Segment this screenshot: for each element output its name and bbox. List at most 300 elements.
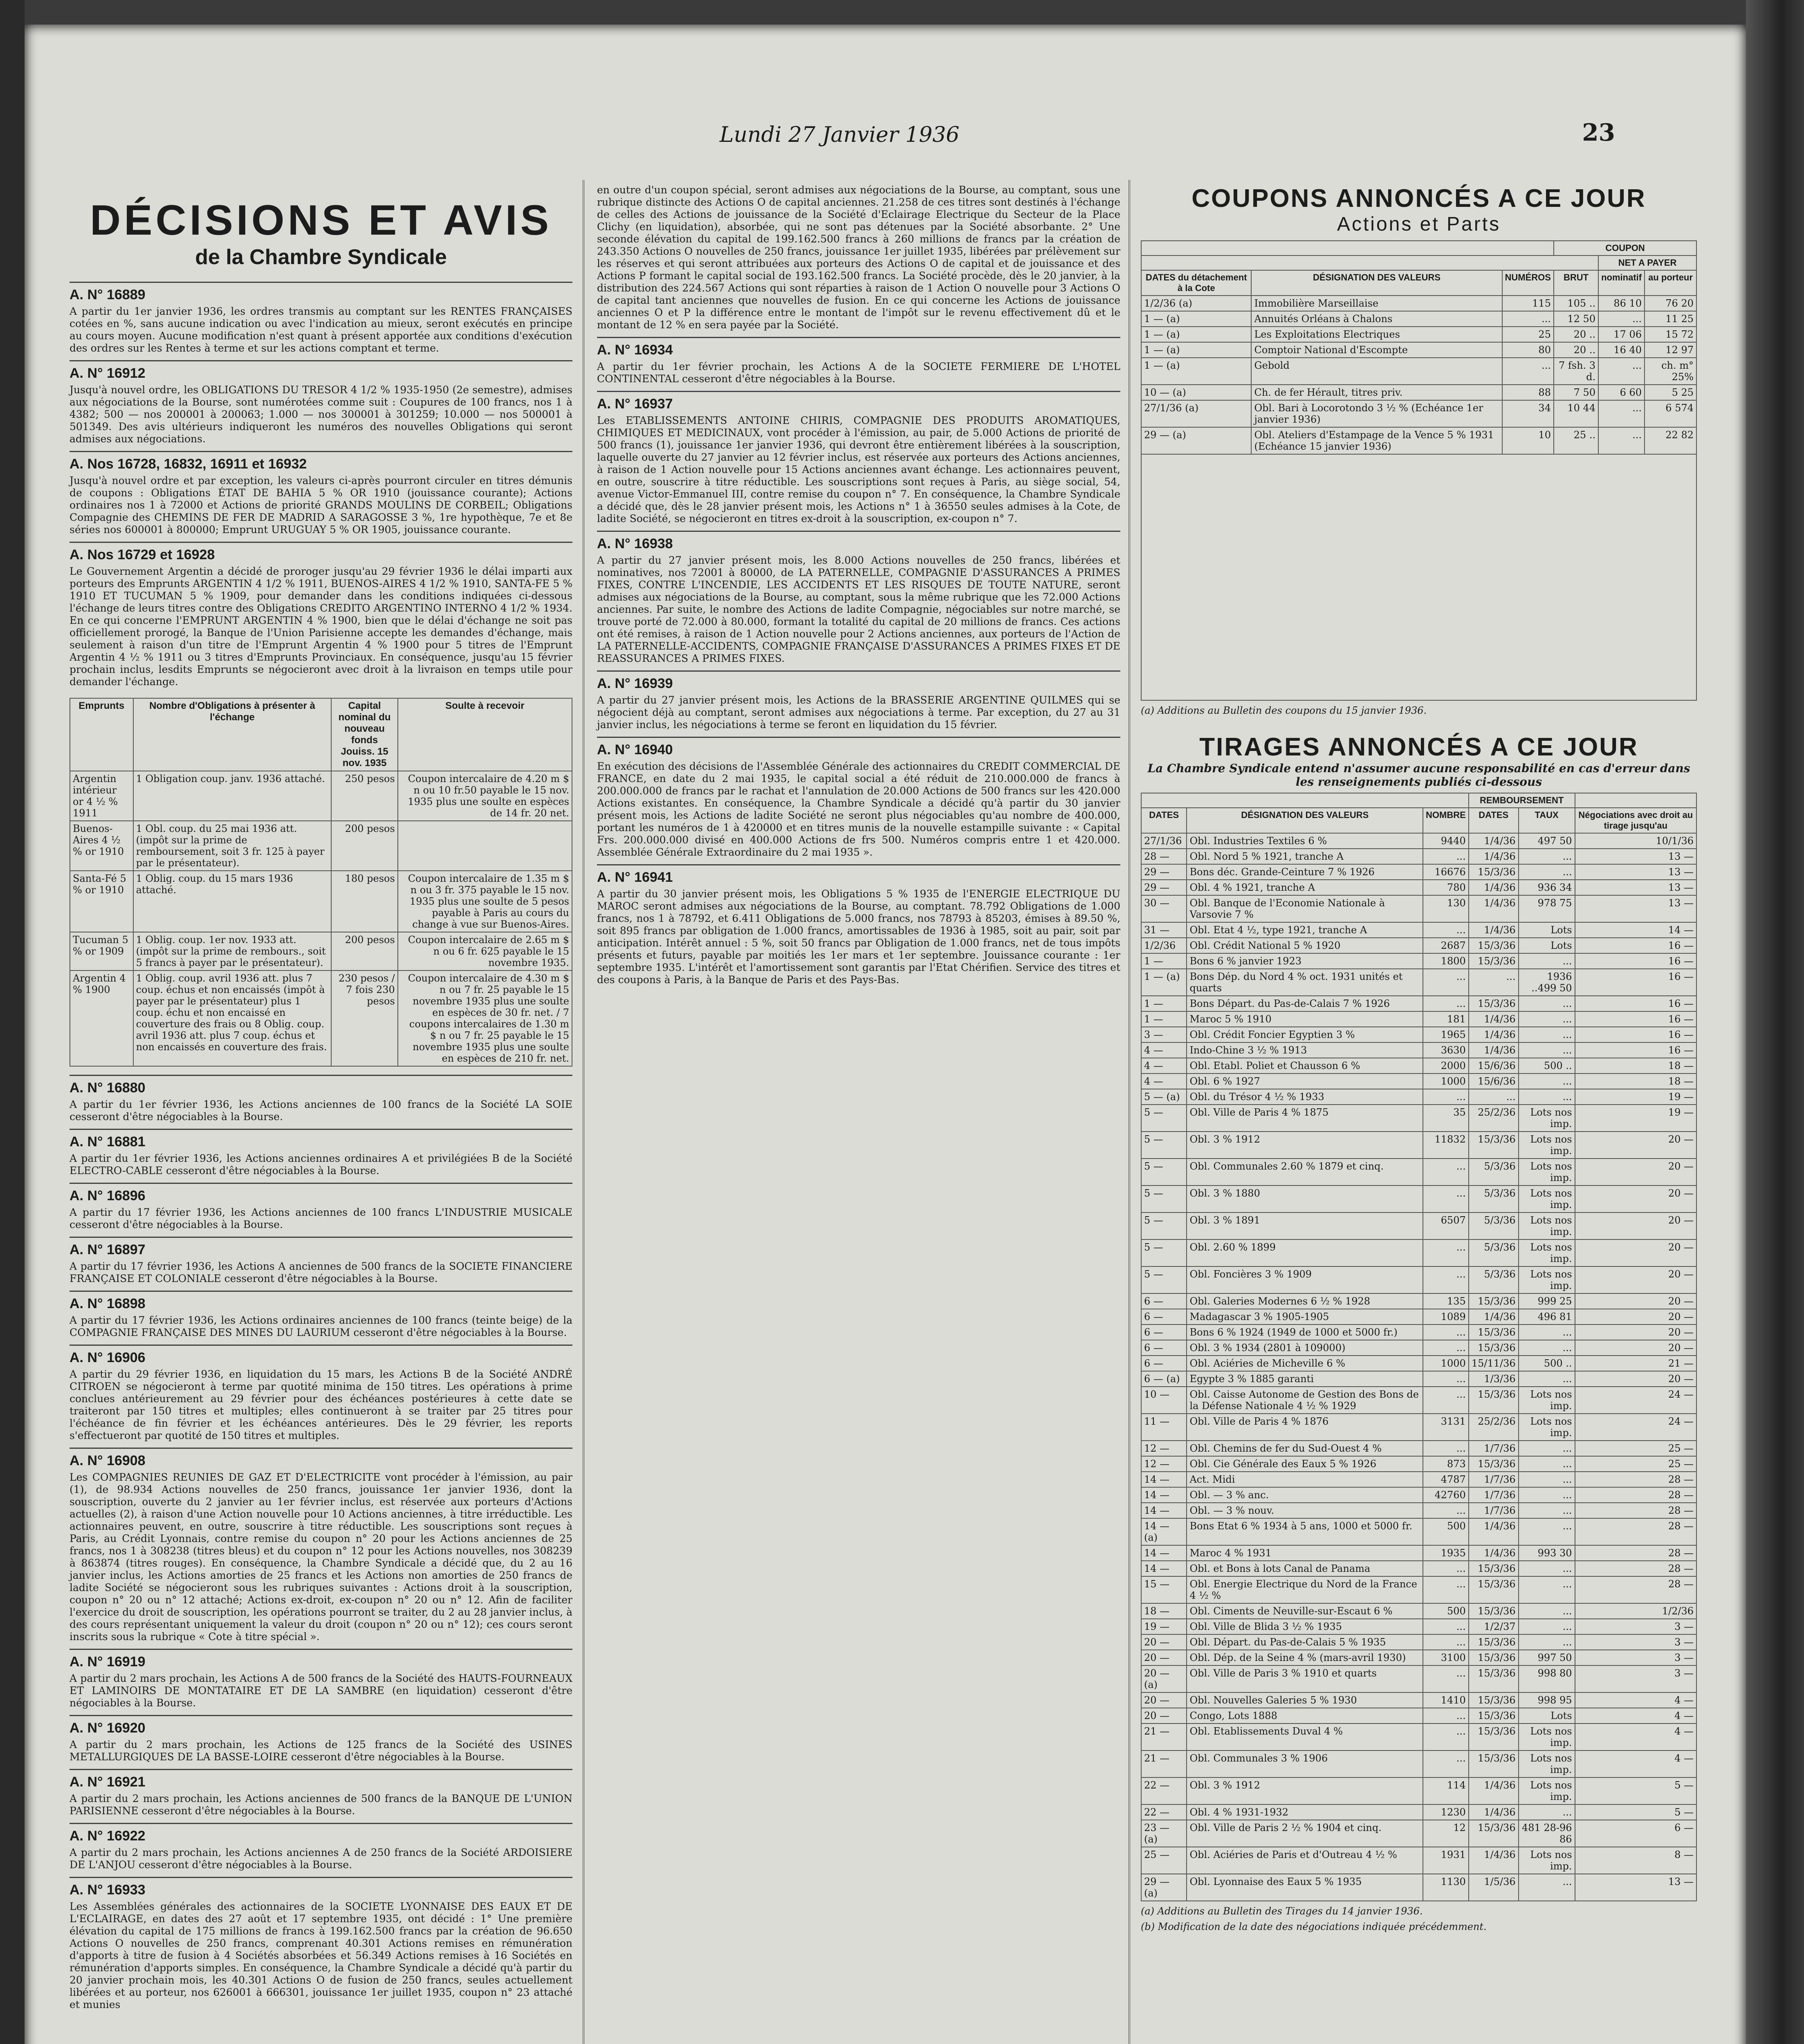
notice-number: A. N° 16939 [597, 676, 673, 691]
table-cell: 1/7/36 [1469, 1503, 1519, 1518]
table-cell: 15/3/36 [1469, 864, 1519, 880]
table-row [70, 970, 572, 1066]
table-cell: Gebold [1251, 358, 1502, 385]
column-header: NOMBRE [1423, 808, 1469, 833]
table-cell: 500 [1423, 1518, 1469, 1545]
table-cell: 1/4/36 [1469, 1804, 1519, 1820]
table-cell: 1/2/36 [1141, 938, 1187, 953]
table-cell: ... [1423, 1724, 1469, 1750]
table-cell: 5/3/36 [1469, 1213, 1519, 1239]
table-cell: ... [1598, 358, 1645, 385]
notice-text: Jusqu'à nouvel ordre et par exception, les valeurs ci-après pourront circuler en titres démunis de coupons : Obligations ÉTAT DE BAHIA 5 % OR 1910 (jouissance courante); Actions ordinaires nos 1 à 72000 et Actions de priorité GRANDS MOULINS DE CORBEIL; Obligations Compagnie des CHEMINS DE FER DE MADRID A SARAGOSSE 3 %, 1re hypothèque, 7e et 8e séries nos 600001 à 800000; Emprunt URUGUAY 5 % OR 1905, jouissance courante. [70, 475, 572, 536]
table-cell: 29 — [1141, 880, 1187, 895]
table-cell: Obl. 3 % 1934 (2801 à 109000) [1187, 1340, 1423, 1356]
page-header [25, 119, 1746, 155]
column-header: Capital nominal du nouveau fonds Jouiss. 15 nov. 1935 [331, 698, 397, 771]
table-cell: 28 — [1575, 1545, 1696, 1561]
table-cell: Obl. Communales 2.60 % 1879 et cinq. [1187, 1159, 1423, 1186]
table-row [1141, 427, 1696, 454]
table-cell: Obl. Ciments de Neuville-sur-Escaut 6 % [1187, 1603, 1423, 1619]
notice [70, 1448, 572, 1649]
table-cell: 16 — [1575, 938, 1696, 953]
table-cell: 20 — [1575, 1266, 1696, 1293]
notice-text: Les COMPAGNIES REUNIES DE GAZ ET D'ELECTRICITE vont procéder à l'émission, au pair (1), de 98.934 Actions nouvelles de 250 francs, jouissance 1er janvier 1936, dont la souscription, ouverte du 2 janvier au 1er février inclus, est réservée aux porteurs d'Actions actuelles (2), à raison d'une Action nouvelle pour 10 Actions anciennes, à titre irréductible. Les actionnaires peuvent, en outre, souscrire à titre réductible. Les souscriptions sont reçues à Paris, au Crédit Lyonnais, contre remise du coupon n° 20 pour les Actions anciennes de 25 francs, nos 1 à 308238 (titres bleus) et du coupon n° 12 pour les Actions nouvelles, nos 308239 à 863874 (titres rouges). En conséquence, la Chambre Syndicale a décidé que, du 2 au 16 janvier inclus, les Actions amorties de 25 francs et les Actions non amorties de 250 francs de ladite Société se négocieront sous les rubriques suivantes : Actions droit à la souscription, coupon n° 20 ou n° 12 attaché; Actions ex-droit, ex-coupon n° 20 ou n° 12. Afin de faciliter l'exercice du droit de souscription, les opérations pourront se traiter, du 2 au 28 janvier inclus, à des cours représentant uniquement la valeur du droit (coupon n° 20 ou n° 12); ces cours seront inscrits sous la rubrique « Cote à titre spécial ». [70, 1471, 572, 1643]
notice-text: A partir du 2 mars prochain, les Actions de 125 francs de la Société des USINES METALLURGIQUES DE LA BASSE-LOIRE cesseront d'être négociables à la Bourse. [70, 1739, 572, 1763]
table-cell: Coupon intercalaire de 1.35 m $ n ou 3 fr. 375 payable le 15 nov. 1935 plus une soulte de 5 pesos payable à Paris au cours du change à vue sur Buenos-Aires. [398, 871, 572, 932]
table-cell: 12 97 [1645, 342, 1696, 358]
table-row [1141, 1186, 1696, 1213]
table-cell: Obl. 4 % 1921, tranche A [1187, 880, 1423, 895]
table-cell: 11 — [1141, 1414, 1187, 1441]
table-cell: 29 — [1141, 864, 1187, 880]
table-cell: ... [1598, 427, 1645, 454]
left-page-edge [0, 0, 25, 2044]
table-row [1141, 1132, 1696, 1159]
table-cell: ... [1423, 1634, 1469, 1650]
table-row [70, 821, 572, 871]
table-cell: Lots nos imp. [1519, 1105, 1575, 1132]
table-row [1141, 1293, 1696, 1309]
table-cell: 1/4/36 [1469, 1777, 1519, 1804]
table-cell: 15/3/36 [1469, 1340, 1519, 1356]
table-cell: 11 25 [1645, 311, 1696, 327]
table-cell: Obl. Cie Générale des Eaux 5 % 1926 [1187, 1456, 1423, 1472]
table-cell: Buenos-Aires 4 ½ % or 1910 [70, 821, 133, 871]
notice [70, 1823, 572, 1877]
table-cell: 29 — (a) [1141, 1874, 1187, 1901]
table-cell: 180 pesos [331, 871, 397, 932]
table-row [1141, 1724, 1696, 1750]
table-cell: 4 — [1141, 1074, 1187, 1089]
right-column [1141, 180, 1697, 1936]
table-cell: 481 28-96 86 [1519, 1820, 1575, 1847]
table-row [1141, 1266, 1696, 1293]
table-cell: 3100 [1423, 1650, 1469, 1665]
table-cell: 30 — [1141, 895, 1187, 922]
table-cell: 14 — [1141, 1487, 1187, 1503]
table-cell: 86 10 [1598, 296, 1645, 311]
coupon-group-header: COUPON [1554, 241, 1696, 256]
column-header: DATES du détachement à la Cote [1141, 270, 1251, 296]
table-cell: Obl. Industries Textiles 6 % [1187, 833, 1423, 849]
table-cell: 20 .. [1554, 342, 1598, 358]
table-cell: 5 — [1141, 1105, 1187, 1132]
exchange-table [70, 698, 572, 1067]
table-cell: Bons Départ. du Pas-de-Calais 7 % 1926 [1187, 996, 1423, 1011]
table-cell: 15/3/36 [1469, 1325, 1519, 1340]
table-cell: 1 Oblig. coup. avril 1936 att. plus 7 coup. échus et non encaissés (impôt à payer par le présentateur) plus 1 coup. échu et non encaissé en couverture des frais ou 8 Oblig. coup. avril 1936 att. plus 7 coup. échus et non encaissés en couverture des frais. [133, 970, 332, 1066]
header-spacer [1141, 793, 1469, 808]
notice-text: Les Assemblées générales des actionnaires de la SOCIETE LYONNAISE DES EAUX ET DE L'ECLAIRAGE, en dates des 27 août et 17 septembre 1935, ont décidé : 1° Une première élévation du capital de 175 millions de francs à 199.162.500 francs par la création de 96.650 Actions O nouvelles de 250 francs, comprenant 40.301 Actions remises en rémunération d'apports à titre de fusion à 4 Sociétés absorbées et 56.349 Actions remises à 16 Sociétés en rémunération d'apports simples. En conséquence, la Chambre Syndicale a décidé qu'à partir du 20 janvier prochain mois, les 40.301 Actions O de fusion de 250 francs, seules actuellement libérées et au porteur, nos 626001 à 666301, jouissance 1er juillet 1935, coupon n° 23 attaché et munies [70, 1901, 572, 2010]
table-cell: 4 — [1141, 1042, 1187, 1058]
table-cell: 5 — [1141, 1213, 1187, 1239]
table-cell: 1 — [1141, 953, 1187, 969]
table-cell: Obl. Ville de Paris 4 % 1875 [1187, 1105, 1423, 1132]
table-cell: 1/2/37 [1469, 1619, 1519, 1634]
notice-number: A. N° 16920 [70, 1720, 146, 1736]
table-cell: 15/3/36 [1469, 1456, 1519, 1472]
table-cell: 31 — [1141, 922, 1187, 938]
table-cell: 200 pesos [331, 821, 397, 871]
table-cell: Obl. Ateliers d'Estampage de la Vence 5 % 1931 (Echéance 15 janvier 1936) [1251, 427, 1502, 454]
table-cell: 28 — [1141, 849, 1187, 864]
table-cell: Ch. de fer Hérault, titres priv. [1251, 385, 1502, 400]
table-row [1141, 849, 1696, 864]
notice-text: A partir du 1er février 1936, les Actions anciennes de 100 francs de la Société LA SOIE cesseront d'être négociables à la Bourse. [70, 1098, 572, 1123]
notice [70, 1237, 572, 1291]
table-cell: 35 [1423, 1105, 1469, 1132]
table-cell: ... [1519, 1340, 1575, 1356]
table-cell: Lots [1519, 938, 1575, 953]
table-cell: Obl. Ville de Blida 3 ½ % 1935 [1187, 1619, 1423, 1634]
table-cell: 1936 ..499 50 [1519, 969, 1575, 996]
table-cell: Lots nos imp. [1519, 1777, 1575, 1804]
tirages-table [1141, 793, 1697, 1901]
left-column [70, 180, 572, 2017]
table-cell: 1089 [1423, 1309, 1469, 1325]
table-cell: 873 [1423, 1456, 1469, 1472]
table-cell: ... [1519, 1074, 1575, 1089]
table-cell: Lots nos imp. [1519, 1159, 1575, 1186]
table-cell: 135 [1423, 1293, 1469, 1309]
table-cell: ... [1423, 1340, 1469, 1356]
table-cell: ... [1519, 864, 1575, 880]
table-cell: 28 — [1575, 1576, 1696, 1603]
table-cell: 1/4/36 [1469, 1847, 1519, 1874]
table-cell: 1931 [1423, 1847, 1469, 1874]
notice-text: A partir du 2 mars prochain, les Actions anciennes de 500 francs de la BANQUE DE L'UNION PARISIENNE cesseront d'être négociables à la Bourse. [70, 1793, 572, 1817]
table-row [1141, 1074, 1696, 1089]
table-cell: 19 — [1575, 1089, 1696, 1105]
table-row [1141, 1309, 1696, 1325]
table-cell: 21 — [1141, 1724, 1187, 1750]
table-row [1141, 1472, 1696, 1487]
table-cell: Lots nos imp. [1519, 1387, 1575, 1414]
notice-number: A. N° 16908 [70, 1453, 146, 1468]
table-cell: 15/3/36 [1469, 1692, 1519, 1708]
table-cell: ... [1519, 1456, 1575, 1472]
table-cell: ... [1519, 1603, 1575, 1619]
table-cell: ... [1423, 1089, 1469, 1105]
table-cell: 6 — [1141, 1293, 1187, 1309]
table-row [1141, 864, 1696, 880]
table-row [1141, 1750, 1696, 1777]
table-cell: ... [1423, 1387, 1469, 1414]
table-cell: 998 80 [1519, 1665, 1575, 1692]
notice [70, 1129, 572, 1183]
table-cell: 500 [1423, 1603, 1469, 1619]
column-header: TAUX [1519, 808, 1575, 833]
notice-number: A. N° 16921 [70, 1774, 146, 1790]
table-cell: Lots nos imp. [1519, 1750, 1575, 1777]
table-cell: Obl. Départ. du Pas-de-Calais 5 % 1935 [1187, 1634, 1423, 1650]
table-cell: 20 — [1575, 1293, 1696, 1309]
table-cell: 200 pesos [331, 932, 397, 970]
table-cell: Lots [1519, 922, 1575, 938]
column-header: Négociations avec droit au tirage jusqu'au [1575, 808, 1696, 833]
column-divider [583, 180, 584, 2044]
notice-number: A. N° 16922 [70, 1828, 146, 1844]
table-cell: 28 — [1575, 1518, 1696, 1545]
table-cell: Lots nos imp. [1519, 1132, 1575, 1159]
table-row [1141, 1874, 1696, 1901]
notice-number: A. N° 16940 [597, 742, 673, 758]
table-cell: Lots nos imp. [1519, 1239, 1575, 1266]
table-cell: 20 — [1141, 1650, 1187, 1665]
table-cell: Obl. 2.60 % 1899 [1187, 1239, 1423, 1266]
table-cell: 22 — [1141, 1777, 1187, 1804]
notice-text: A partir du 17 février 1936, les Actions A anciennes de 500 francs de la SOCIETE FINANCIERE FRANÇAISE ET COLONIALE cesseront d'être négociables à la Bourse. [70, 1260, 572, 1284]
table-cell: 11832 [1423, 1132, 1469, 1159]
table-row [1141, 1356, 1696, 1371]
table-cell: 14 — [1141, 1561, 1187, 1576]
table-cell: Obl. — 3 % nouv. [1187, 1503, 1423, 1518]
table-cell: 999 25 [1519, 1293, 1575, 1309]
table-cell: 7 50 [1554, 385, 1598, 400]
table-cell: 14 — (a) [1141, 1518, 1187, 1545]
table-cell: 5 — [1575, 1777, 1696, 1804]
table-row [1141, 1777, 1696, 1804]
continued-text: en outre d'un coupon spécial, seront admises aux négociations de la Bourse, au comptant, sous une rubrique distincte des Actions O de capital anciennes. 21.258 de ces titres sont destinés à l'échange de celles des Actions de jouissance de la Société d'Eclairage Electrique du Secteur de la Place Clichy (en liquidation), absorbée, qui ne sont pas détenues par la Société absorbante. 2° Une seconde élévation du capital de 199.162.500 francs à 260 millions de francs par la création de 243.350 Actions O nouvelles de 250 francs, jouissance 1er juillet 1935, libérées par prélèvement sur les réserves et qui seront attribuées aux porteurs des Actions O de capital et de jouissance et des Actions P formant le capital social de 193.162.500 francs. La Société procède, dès le 20 janvier, à la distribution des 224.567 Actions qui sont réparties à raison de 1 Action O nouvelle pour 3 Actions O de capital tant anciennes que nouvelles de fusion. En ce qui concerne les Actions de jouissance anciennes O et P la différence entre le montant de l'impôt sur le revenu effectivement dû et le montant de 12 % en sera payée par la Société. [597, 184, 1120, 331]
table-cell: 14 — [1141, 1545, 1187, 1561]
table-cell: 6 — [1141, 1325, 1187, 1340]
notice-number: A. N° 16898 [70, 1296, 146, 1311]
column-header: Emprunts [70, 698, 133, 771]
table-cell: 4 — [1141, 1058, 1187, 1074]
table-cell: Obl. Chemins de fer du Sud-Ouest 4 % [1187, 1441, 1423, 1456]
table-cell: ... [1423, 1576, 1469, 1603]
notice-text: A partir du 1er janvier 1936, les ordres transmis au comptant sur les RENTES FRANÇAISES cotées en %, sans aucune indication ou avec l'indication au mieux, seront exécutés en principe au cours moyen. Aucune modification n'est quant à présent apportée aux conditions d'exécution des ordres sur les Rentes à terme et sur les actions comptant et terme. [70, 305, 572, 354]
coupons-title: COUPONS ANNONCÉS A CE JOUR [1191, 184, 1646, 213]
table-cell: 19 — [1141, 1619, 1187, 1634]
table-cell: 1 — (a) [1141, 358, 1251, 385]
table-cell: 6 — [1141, 1340, 1187, 1356]
table-row [1141, 1414, 1696, 1441]
table-row [1141, 358, 1696, 385]
table-cell: ... [1598, 311, 1645, 327]
table-row [1141, 1042, 1696, 1058]
notice-number: A. N° 16889 [70, 287, 146, 303]
table-row [1141, 1371, 1696, 1387]
table-cell: 5 — (a) [1141, 1089, 1187, 1105]
notice [70, 1877, 572, 2017]
table-cell: Coupon intercalaire de 4.20 m $ n ou 10 fr.50 payable le 15 nov. 1935 plus une soulte en espèces de 14 fr. 20 net. [398, 771, 572, 821]
notice-text: A partir du 1er février 1936, les Actions anciennes ordinaires A et privilégiées B de la Société ELECTRO-CABLE cesseront d'être négociables à la Bourse. [70, 1152, 572, 1177]
table-cell: Obl. 4 % 1931-1932 [1187, 1804, 1423, 1820]
table-cell: 15/3/36 [1469, 1750, 1519, 1777]
table-cell: 14 — [1141, 1503, 1187, 1518]
table-cell: Obl. Ville de Paris 4 % 1876 [1187, 1414, 1423, 1441]
table-cell: 1230 [1423, 1804, 1469, 1820]
table-cell: 6 60 [1598, 385, 1645, 400]
middle-column [597, 180, 1120, 992]
table-row [1141, 400, 1696, 427]
column-header: au porteur [1645, 270, 1696, 296]
table-cell: 20 — [1141, 1634, 1187, 1650]
newspaper-page [25, 25, 1746, 2044]
table-row [1141, 1239, 1696, 1266]
table-cell: ... [1519, 1371, 1575, 1387]
table-cell: 10 — [1141, 1387, 1187, 1414]
table-cell: ... [1519, 1011, 1575, 1027]
table-cell: 114 [1423, 1777, 1469, 1804]
table-cell: ... [1519, 1874, 1575, 1901]
page-date: Lundi 27 Janvier 1936 [720, 123, 960, 147]
notice-text: A partir du 17 février 1936, les Actions anciennes de 100 francs L'INDUSTRIE MUSICALE cesseront d'être négociables à la Bourse. [70, 1206, 572, 1230]
table-cell: 20 — [1575, 1186, 1696, 1213]
table-cell: 997 50 [1519, 1650, 1575, 1665]
page-number: 23 [1582, 119, 1615, 146]
table-cell: 1 — [1141, 1011, 1187, 1027]
table-cell: 15/3/36 [1469, 1650, 1519, 1665]
table-cell: 1 — (a) [1141, 969, 1187, 996]
table-cell: ch. m° 25% [1645, 358, 1696, 385]
notice-text: En exécution des décisions de l'Assemblée Générale des actionnaires du CREDIT COMMERCIAL DE FRANCE, en date du 2 mai 1935, le capital social a été réduit de 210.000.000 de francs à 200.000.000 de francs par le rachat et l'annulation de 20.000 Actions de 500 francs sur les 420.000 Actions existantes. En conséquence, la Chambre Syndicale a décidé qu'à partir du 30 janvier présent mois, les Actions de ladite Société ne seront plus négociables qu'au nombre de 400.000, portant les numéros de 1 à 420000 et en titres munis de la nouvelle estampille suivante : « Capital Frs. 200.000.000 divisé en 400.000 Actions de frs 500. Numéros compris entre 1 et 420.000. Assemblée Générale Extraordinaire du 2 mai 1935 ». [597, 760, 1120, 858]
table-cell: ... [1423, 922, 1469, 938]
table-cell: 4 — [1575, 1692, 1696, 1708]
notice [597, 531, 1120, 670]
table-cell: 15/3/36 [1469, 938, 1519, 953]
table-cell: Argentin intérieur or 4 ½ % 1911 [70, 771, 133, 821]
notice [70, 1345, 572, 1448]
table-cell: 15/11/36 [1469, 1356, 1519, 1371]
table-cell: 20 — [1141, 1708, 1187, 1724]
table-row [1141, 1518, 1696, 1545]
table-cell: 1130 [1423, 1874, 1469, 1901]
table-cell: 1000 [1423, 1074, 1469, 1089]
table-row [1141, 1603, 1696, 1619]
table-cell: 5/3/36 [1469, 1266, 1519, 1293]
table-cell: 13 — [1575, 864, 1696, 880]
table-cell: 17 06 [1598, 327, 1645, 342]
table-cell: ... [1423, 996, 1469, 1011]
table-cell: 993 30 [1519, 1545, 1575, 1561]
table-cell: ... [1519, 1576, 1575, 1603]
notice-number: A. N° 16897 [70, 1242, 146, 1257]
notice [597, 391, 1120, 531]
section-title: DÉCISIONS ET AVIS [90, 197, 552, 244]
table-cell: 15/3/36 [1469, 996, 1519, 1011]
table-cell: Bons déc. Grande-Ceinture 7 % 1926 [1187, 864, 1423, 880]
table-cell: 18 — [1575, 1058, 1696, 1074]
table-cell: 1 Obligation coup. janv. 1936 attaché. [133, 771, 332, 821]
table-cell: 15/3/36 [1469, 1293, 1519, 1309]
notice [70, 360, 572, 451]
notice [70, 282, 572, 360]
notice-number: A. Nos 16728, 16832, 16911 et 16932 [70, 456, 307, 472]
column-header: DATES [1469, 808, 1519, 833]
table-cell: 15 — [1141, 1576, 1187, 1603]
table-cell: ... [1423, 1325, 1469, 1340]
notice-text: A partir du 27 janvier présent mois, les 8.000 Actions nouvelles de 250 francs, libérées et nominatives, nos 72001 à 80000, de LA PATERNELLE, COMPAGNIE D'ASSURANCES A PRIMES FIXES, CONTRE L'INCENDIE, LES ACCIDENTS ET LES RISQUES DE TOUTE NATURE, seront admises aux négociations de la Bourse, au comptant, sous la même rubrique que les 72.000 Actions anciennes. Par suite, le nombre des Actions de ladite Compagnie, négociables sur notre marché, se trouve porté de 72.000 à 80.000, formant la totalité du capital de 20 millions de francs. Ces actions ont été remises, à raison de 1 Action nouvelle pour 2 Actions anciennes, aux porteurs de l'Action de LA PATERNELLE-ACCIDENTS, COMPAGNIE FRANÇAISE D'ASSURANCES A PRIMES FIXES ET DE REASSURANCES A PRIMES FIXES. [597, 554, 1120, 664]
table-row [1141, 880, 1696, 895]
table-row [1141, 1340, 1696, 1356]
table-cell: 1 Oblig. coup. 1er nov. 1933 att. (impôt sur la prime de rembours., soit 5 francs à payer par le présentateur). [133, 932, 332, 970]
table-cell: 5 — [1141, 1239, 1187, 1266]
table-cell: 10/1/36 [1575, 833, 1696, 849]
table-row [1141, 1387, 1696, 1414]
table-cell: 115 [1502, 296, 1554, 311]
table-cell: 12 — [1141, 1441, 1187, 1456]
table-cell: ... [1519, 1027, 1575, 1042]
notice-text: A partir du 2 mars prochain, les Actions A de 500 francs de la Société des HAUTS-FOURNEAUX ET LAMINOIRS DE MONTATAIRE ET DE LA SAMBRE (en liquidation) cesseront d'être négociables à la Bourse. [70, 1672, 572, 1709]
table-cell: 5/3/36 [1469, 1159, 1519, 1186]
table-cell: 20 — [1575, 1309, 1696, 1325]
table-cell: Obl. Bari à Locorotondo 3 ½ % (Echéance 1er janvier 1936) [1251, 400, 1502, 427]
table-cell: Obl. Banque de l'Economie Nationale à Varsovie 7 % [1187, 895, 1423, 922]
table-row [1141, 296, 1696, 311]
table-cell: 230 pesos / 7 fois 230 pesos [331, 970, 397, 1066]
right-page-edge [1746, 0, 1804, 2044]
table-cell: ... [1423, 1159, 1469, 1186]
table-cell: 3 — [1575, 1634, 1696, 1650]
notice-number: A. N° 16934 [597, 342, 673, 358]
table-row [1141, 1561, 1696, 1576]
table-cell: 13 — [1575, 880, 1696, 895]
table-cell: 76 20 [1645, 296, 1696, 311]
table-cell: Obl. Etablissements Duval 4 % [1187, 1724, 1423, 1750]
table-cell: 15/3/36 [1469, 1387, 1519, 1414]
table-cell: ... [1423, 1561, 1469, 1576]
table-cell: 28 — [1575, 1503, 1696, 1518]
table-row [1141, 1011, 1696, 1027]
notice-list [597, 337, 1120, 992]
table-row [1141, 969, 1696, 996]
table-cell: 5 25 [1645, 385, 1696, 400]
table-cell: 25 [1502, 327, 1554, 342]
table-cell: 1/4/36 [1469, 880, 1519, 895]
table-cell: ... [1519, 849, 1575, 864]
table-cell: 24 — [1575, 1387, 1696, 1414]
notice-number: A. N° 16937 [597, 396, 673, 412]
table-cell: Obl. Lyonnaise des Eaux 5 % 1935 [1187, 1874, 1423, 1901]
table-cell: 250 pesos [331, 771, 397, 821]
table-cell: 12 — [1141, 1456, 1187, 1472]
table-cell: 3630 [1423, 1042, 1469, 1058]
table-cell: Maroc 4 % 1931 [1187, 1545, 1423, 1561]
table-row [1141, 1708, 1696, 1724]
table-cell: 1935 [1423, 1545, 1469, 1561]
table-cell: 42760 [1423, 1487, 1469, 1503]
table-cell: 3131 [1423, 1414, 1469, 1441]
table-cell: 4 — [1575, 1708, 1696, 1724]
table-cell: Lots [1519, 1708, 1575, 1724]
table-cell: 21 — [1141, 1750, 1187, 1777]
table-cell: Obl. Crédit National 5 % 1920 [1187, 938, 1423, 953]
column-header: Soulte à recevoir [398, 698, 572, 771]
table-cell: 20 — [1575, 1132, 1696, 1159]
table-cell: 1/4/36 [1469, 1042, 1519, 1058]
table-cell: Obl. 3 % 1912 [1187, 1777, 1423, 1804]
notice-text: A partir du 27 janvier présent mois, les Actions de la BRASSERIE ARGENTINE QUILMES qui se négocient déjà au comptant, seront admises aux négociations à terme. Par exception, du 27 au 31 janvier inclus, les négociations à terme se feront en liquidation du 15 février. [597, 694, 1120, 731]
table-cell: ... [1423, 1266, 1469, 1293]
table-row [1141, 327, 1696, 342]
table-cell: Obl. Nord 5 % 1921, tranche A [1187, 849, 1423, 864]
table-cell: 6 — (a) [1141, 1371, 1187, 1387]
table-cell: 3 — [1141, 1027, 1187, 1042]
notice-list [70, 282, 572, 694]
tirages-footnote: (a) Additions au Bulletin des Tirages du 14 janvier 1936. [1141, 1905, 1423, 1917]
table-cell: 25 .. [1554, 427, 1598, 454]
table-cell: Obl. Crédit Foncier Egyptien 3 % [1187, 1027, 1423, 1042]
table-cell: 1/4/36 [1469, 1518, 1519, 1545]
table-cell: 497 50 [1519, 833, 1575, 849]
table-cell: Lots nos imp. [1519, 1724, 1575, 1750]
table-cell: Lots nos imp. [1519, 1186, 1575, 1213]
column-header: DÉSIGNATION DES VALEURS [1187, 808, 1423, 833]
table-cell: 15/3/36 [1469, 1634, 1519, 1650]
table-row [1141, 1325, 1696, 1340]
